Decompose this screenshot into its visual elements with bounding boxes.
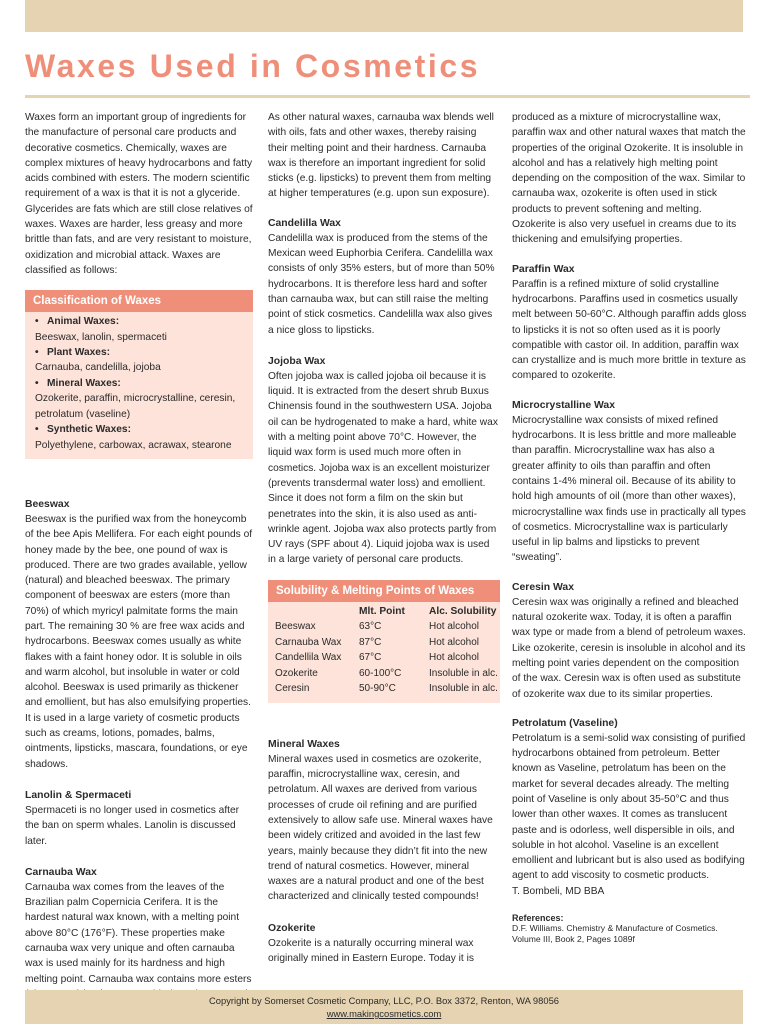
page-title: Waxes Used in Cosmetics: [25, 48, 481, 84]
ozokerite-text: Ozokerite is a naturally occurring mineral wax originally mined in Eastern Europe. Today it is: [268, 937, 474, 964]
table-cell: Insoluble in alc.: [429, 667, 498, 679]
solubility-title: Solubility & Melting Points of Waxes: [268, 580, 500, 602]
author: T. Bombeli, MD BBA: [512, 885, 605, 897]
table-cell: 50-90°C: [359, 683, 396, 695]
references-title: References:: [512, 913, 564, 924]
table-cell: Beeswax: [275, 621, 316, 633]
micro-heading: Microcrystalline Wax: [512, 399, 615, 411]
footer: [25, 990, 743, 1024]
bullet-icon: •: [35, 377, 39, 389]
mineral-text: Mineral waxes used in cosmetics are ozokerite, paraffin, microcrystalline wax, ceresin, and petrolatum. All waxes are derived from various processes of crude oil refining and are purified extensively to allow safe use. Mineral waxes have been widely critized and avoided in the last few years, mainly because they didn’t fit into the new trend of natural cosmetics. However, mineral waxes are a natural product and one of the best characterized and clinically tested compounds!: [268, 753, 493, 903]
classification-box: [25, 290, 253, 459]
class-mineral-label: • Mineral Waxes:: [35, 376, 243, 391]
column-1: [25, 110, 253, 1018]
lanolin-text: Spermaceti is no longer used in cosmetics after the ban on sperm whales. Lanolin is discussed later.: [25, 804, 240, 847]
column-3: [512, 110, 748, 945]
references-text: D.F. Williams. Chemistry & Manufacture of Cosmetics. Volume III, Book 2, Pages 1089f: [512, 923, 718, 945]
beeswax-heading: Beeswax: [25, 498, 70, 510]
carnauba-text: Carnauba wax comes from the leaves of the Brazilian palm Copernicia Cerifera. It is the hardest natural wax known, with a melting point above 80°C (176°F). These properties make carnauba wax very unique and often carnauba wax is used mainly for its hardness and high melting point. Carnauba wax contains more esters: [25, 881, 252, 985]
column-2: [268, 110, 498, 966]
jojoba-text: Often jojoba wax is called jojoba oil because it is liquid. It is extracted from the desert shrub Buxus Chinensis found in the southwestern USA. Jojoba oil can be hydrogenated to make a hard, white wax with a melting point above 70°C. However, the liquid wax form is used much more often in cosmetics. Jojoba wax is an excellent moisturizer (prevents transdermal water loss) and emollient. Since it does not form a film on the skin but penetrates into the skin, it is also used as anti-wrinkle agent. Jojoba wax also protects partly from UV rays (SPF about 4). Liquid jojoba wax is used in a large variety of personal care products.: [268, 370, 498, 566]
petrolatum-text: Petrolatum is a semi-solid wax consisting of purified hydrocarbons obtained from petroleum. Better known as Vaseline, petrolatum has been on the market for several decades already. The melting point of Vaseline is only about 35-50°C and thus lower than other waxes. It comes as translucent paste and is odorless, well dispersible in oils, and soluble in hot alcohol. Vaseline is an excellent emollient and lubricant but is also used as bodifying agent to add viscosity to cosmetic products.: [512, 732, 746, 882]
top-band: [25, 0, 743, 32]
table-cell: Candellila Wax: [275, 652, 342, 664]
table-cell: Ozokerite: [275, 667, 318, 679]
class-synthetic-items: Polyethylene, carbowax, acrawax, stearone: [35, 439, 232, 451]
mineral-heading: Mineral Waxes: [268, 738, 340, 750]
solubility-table: [275, 604, 498, 697]
table-header-cell: Mlt. Point: [359, 605, 405, 617]
table-cell: Hot alcohol: [429, 636, 480, 648]
table-header-cell: Alc. Solubility: [429, 605, 497, 617]
table-row: [275, 681, 498, 697]
bullet-icon: •: [35, 316, 39, 328]
ceresin-text: Ceresin wax was originally a refined and bleached natural ozokerite wax. Today, it is often a paraffin wax type or made from a blend of petroleum waxes. Like ozokerite, ceresin is insoluble in alcohol and its melting point varies dependent on the composition of the wax. Ceresin wax is often used as substitute of ozokerite wax due to its similar properties.: [512, 596, 746, 700]
jojoba-heading: Jojoba Wax: [268, 355, 326, 367]
carnauba-cont-text: As other natural waxes, carnauba wax blends well with oils, fats and other waxes, thereby raising their melting point and their hardness. Carnauba wax is therefore an important ingredient for solid sticks (e.g. lipsticks) to prevent them from melting at higher temperatures (e.g. upon sun exposure).: [268, 112, 494, 200]
table-cell: Hot alcohol: [429, 652, 480, 664]
ozokerite-cont-text: produced as a mixture of microcrystalline wax, paraffin wax and other natural waxes that match the properties of the original Ozokerite. It is insoluble in alcohol and has a relatively high melting point depending on the composition of the wax. Similar to carnauba wax, ozokerite is often used in stick products to prevent softening and melting. Ozokerite is also very usefuel in creams due to its thickening and emulsifying properties.: [512, 112, 746, 246]
class-animal-items: Beeswax, lanolin, spermaceti: [35, 331, 167, 343]
copyright-text: Copyright by Somerset Cosmetic Company, LLC, P.O. Box 3372, Renton, WA 98056: [209, 995, 559, 1006]
micro-text: Microcrystalline wax consists of mixed refined hydrocarbons. It is less brittle and more malleable than paraffin. Microcrystalline wax has also a greater affinity to oils than paraffin and often contains 1-4% mineral oil. Because of its ability to hold high amounts of oil (more than other waxes), microcrystalline wax finds use in practically all types of cosmetics. Microcrystalline wax is particularly useful in lip balms and lipsticks to prevent “sweating”.: [512, 414, 746, 564]
candelilla-text: Candelilla wax is produced from the stems of the Mexican weed Euphorbia Cerifera. Candelilla wax consists of only 35% esters, but of more than 50% hydrocarbons. It is therefore less hard and softer than carnauba wax, but can still raise the melting point of stick cosmetics. Candelilla wax also gives a nice gloss to lipsticks.: [268, 232, 495, 336]
class-animal-label: • Animal Waxes:: [35, 314, 243, 329]
class-synthetic-label: • Synthetic Waxes:: [35, 422, 243, 437]
table-cell: 63°C: [359, 621, 382, 633]
website-link[interactable]: www.makingcosmetics.com: [326, 1008, 442, 1019]
table-cell: Carnauba Wax: [275, 636, 342, 648]
bullet-icon: •: [35, 347, 39, 359]
bullet-icon: •: [35, 424, 39, 436]
lanolin-heading: Lanolin & Spermaceti: [25, 789, 132, 801]
beeswax-text: Beeswax is the purified wax from the honeycomb of the bee Apis Mellifera. For each eight pounds of honey made by the bee, one pound of wax is produced. There are two grades available, yellow (natural) and bleached beeswax. The primary component of beeswax are esters (more than 70%) of which myricyl palmitate forms the main part. The remaining 30 % are free wax acids and hydrocarbons. Beeswax comes usually as white flakes with a faint honey odor. It is soluble in oils and warm alcohol, but insoluble in water or cold alcohol. Beeswax is used primarily as thickener and emollient, but has also emulsifying properties. It is used in a large variety of cosmetic products such as creams, lotions, pomades, balms, ointments, lipsticks, mascara, foundations, or eye shadows.: [25, 513, 253, 770]
table-cell: 87°C: [359, 636, 382, 648]
solubility-box: [268, 580, 500, 703]
title-rule: [25, 95, 750, 98]
table-row: [275, 650, 498, 666]
class-plant-label: • Plant Waxes:: [35, 345, 243, 360]
paraffin-text: Paraffin is a refined mixture of solid crystalline hydrocarbons. Paraffins used in cosmetics usually melt between 50-60°C. Although paraffin adds gloss to lipsticks it is not so often used as it is poorly compatible with castor oil. In addition, paraffin wax can crystallize and is much more brittle in texture as compared to ozokerite.: [512, 278, 747, 382]
carnauba-heading: Carnauba Wax: [25, 866, 97, 878]
ceresin-heading: Ceresin Wax: [512, 581, 574, 593]
table-row: [275, 666, 498, 682]
table-cell: Insoluble in alc.: [429, 683, 498, 695]
table-cell: 60-100°C: [359, 667, 402, 679]
petrolatum-heading: Petrolatum (Vaseline): [512, 717, 618, 729]
class-mineral-items: Ozokerite, paraffin, microcrystalline, ceresin, petrolatum (vaseline): [35, 393, 236, 420]
table-row: [275, 619, 498, 635]
candelilla-heading: Candelilla Wax: [268, 217, 341, 229]
class-plant-items: Carnauba, candelilla, jojoba: [35, 362, 161, 374]
intro-text: Waxes form an important group of ingredients for the manufacture of personal care products and decorative cosmetics. Chemically, waxes are complex mixtures of heavy hydrocarbons and fatty acids combined with esters. The modern scientific requirement of a wax is that it is not a glyceride. Glycerides are fats which are still close relatives of waxes. Waxes are harder, less greasy and more brittle than fats, and are very resistant to moisture, oxidization and microbial attack. Waxes are classified as follows:: [25, 112, 253, 276]
ozokerite-heading: Ozokerite: [268, 922, 316, 934]
table-header-cell: [275, 604, 359, 620]
table-cell: Ceresin: [275, 683, 310, 695]
paraffin-heading: Paraffin Wax: [512, 263, 575, 275]
table-row: [275, 635, 498, 651]
table-cell: Hot alcohol: [429, 621, 480, 633]
table-cell: 67°C: [359, 652, 382, 664]
classification-title: Classification of Waxes: [25, 290, 253, 312]
table-header-row: [275, 604, 498, 620]
